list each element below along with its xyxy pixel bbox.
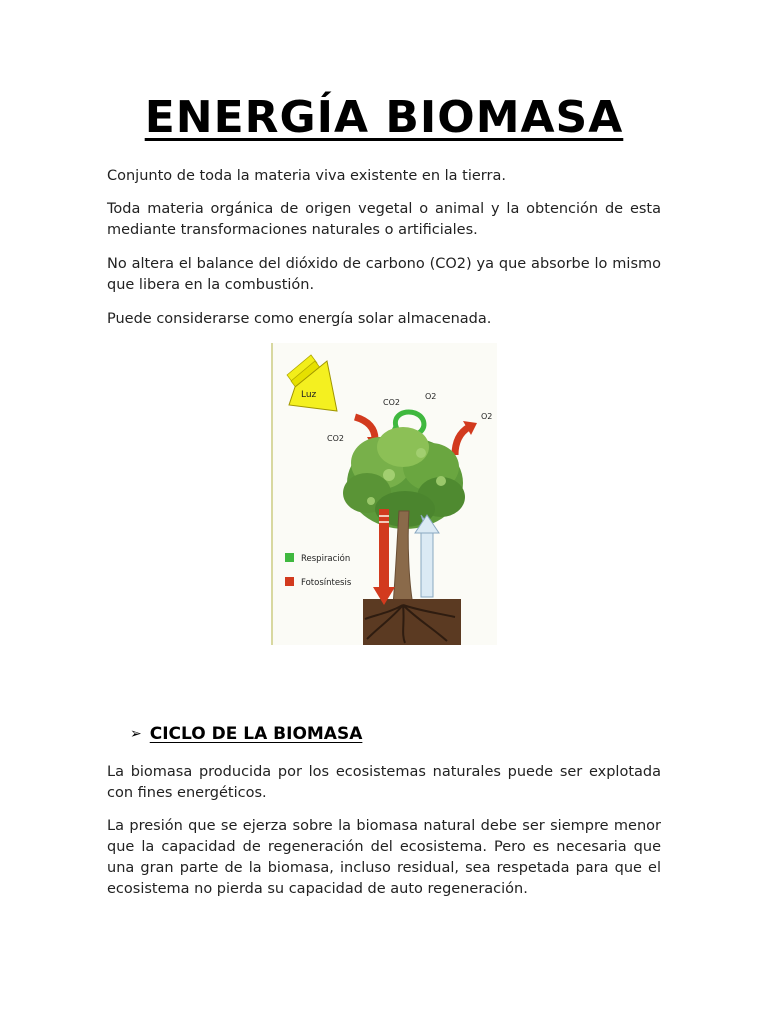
legend-photosynthesis-swatch bbox=[285, 577, 294, 586]
biomass-cycle-figure bbox=[271, 343, 497, 645]
intro-paragraph-2: Toda materia orgánica de origen vegetal o animal y la obtención de esta mediante transformaciones naturales o artificiales. bbox=[107, 201, 661, 238]
intro-paragraph-1: Conjunto de toda la materia viva existente en la tierra. bbox=[107, 168, 506, 184]
tree-diagram bbox=[271, 343, 497, 645]
co2-left-label: CO2 bbox=[327, 434, 344, 443]
co2-top-label: CO2 bbox=[383, 398, 400, 407]
section-heading-text: CICLO DE LA BIOMASA bbox=[149, 724, 363, 744]
section-paragraph-2: La presión que se ejerza sobre la biomasa natural debe ser siempre menor que la capacidad de regeneración del ecosistema. Pero es necesaria que una gran parte de la biomasa, incluso residual, sea respetada para que el ecosistema no pierda su capacidad de auto regeneración. bbox=[107, 818, 661, 897]
page-title: ENERGÍA BIOMASA bbox=[144, 92, 624, 143]
o2-right-label: O2 bbox=[481, 412, 493, 421]
section-paragraph-1: La biomasa producida por los ecosistemas naturales puede ser explotada con fines energéticos. bbox=[107, 764, 661, 801]
legend-respiration-swatch bbox=[285, 553, 294, 562]
legend-photosynthesis-label: Fotosíntesis bbox=[301, 578, 352, 588]
intro-paragraph-3: No altera el balance del dióxido de carbono (CO2) ya que absorbe lo mismo que libera en la combustión. bbox=[107, 256, 661, 293]
soil-icon bbox=[363, 599, 461, 645]
section-heading bbox=[130, 724, 362, 744]
intro-paragraph-4: Puede considerarse como energía solar almacenada. bbox=[107, 311, 492, 327]
arrowhead-bullet-icon: ➢ bbox=[130, 726, 142, 742]
o2-top-label: O2 bbox=[425, 392, 437, 401]
legend-respiration-label: Respiración bbox=[301, 554, 351, 564]
sun-label: Luz bbox=[301, 390, 317, 400]
